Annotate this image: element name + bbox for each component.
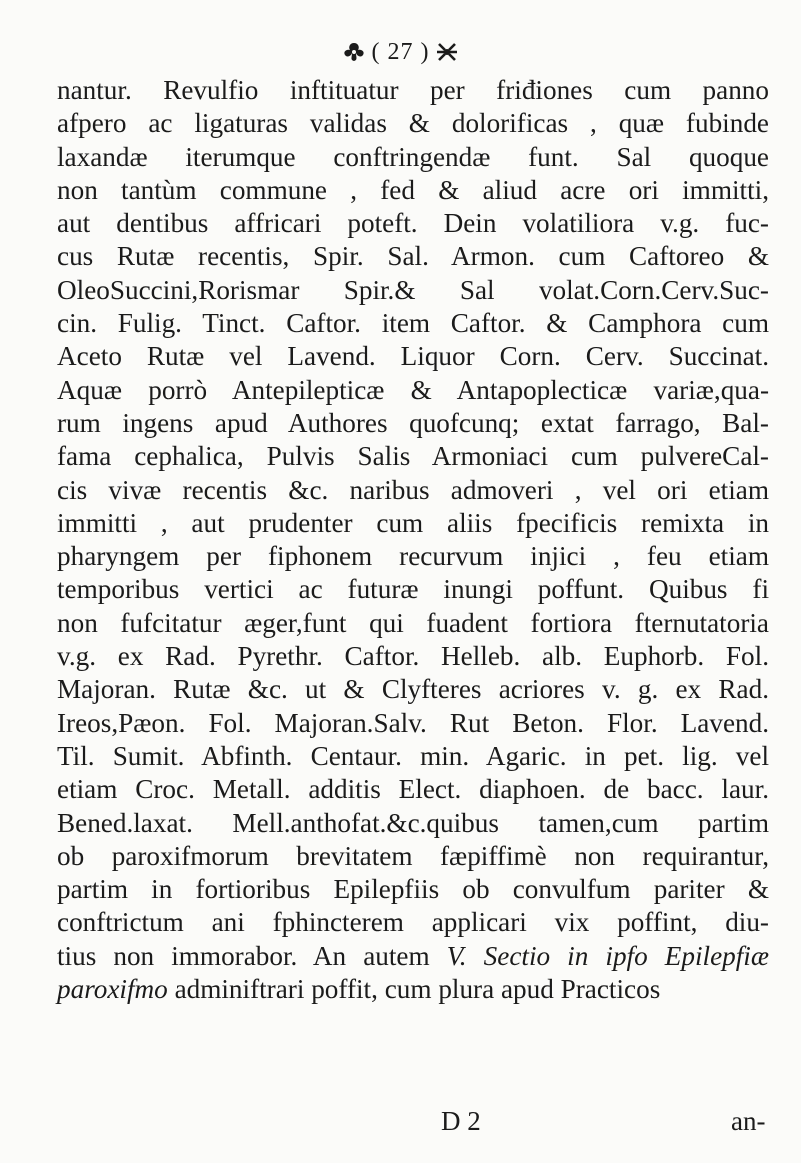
text-line: Aquæ porrò Antepilepticæ & Antapoplecticæ variæ,qua- — [57, 374, 769, 405]
text-line: Aceto Rutæ vel Lavend. Liquor Corn. Cerv. Succinat. — [57, 341, 769, 372]
text-line: conftrictum ani fphincterem applicari vix poffint, diu- — [57, 907, 769, 938]
text-line: non fufcitatur æger,funt qui fuadent fortiora fternutatoria — [57, 607, 769, 638]
text-line: pharyngem per fiphonem recurvum injici , feu etiam — [57, 541, 769, 572]
catchword: an- — [731, 1106, 766, 1136]
text-line: Bened.laxat. Mell.anthofat.&c.quibus tamen,cum partim — [57, 807, 769, 838]
page-number: ( 27 ) — [371, 39, 430, 65]
text-line — [57, 940, 769, 973]
text-line: OleoSuccini,Rorismar Spir.& Sal volat.Corn.Cerv.Suc- — [57, 274, 769, 305]
text-line: aut dentibus affricari poteft. Dein volatiliora v.g. fuc- — [57, 208, 769, 239]
text-line: cis vivæ recentis &c. naribus admoveri , vel ori etiam — [57, 474, 769, 505]
text-line: immitti , aut prudenter cum aliis fpecificis remixta in — [57, 507, 769, 538]
signature-mark: D 2 — [441, 1106, 481, 1136]
page-header — [0, 34, 801, 70]
text-line: ob paroxifmorum brevitatem fæpiffimè non requirantur, — [57, 840, 769, 871]
page-footer — [57, 1106, 769, 1163]
text-line — [57, 973, 769, 1006]
text-segment: tius non immorabor. An autem — [57, 940, 430, 971]
text-line: non tantùm commune , fed & aliud acre ori immitti, — [57, 174, 769, 205]
text-line: rum ingens apud Authores quofcunq; extat farrago, Bal- — [57, 407, 769, 438]
text-line: Majoran. Rutæ &c. ut & Clyfteres acriores v. g. ex Rad. — [57, 674, 769, 705]
text-line: Ireos,Pæon. Fol. Majoran.Salv. Rut Beton. Flor. Lavend. — [57, 707, 769, 738]
text-line: afpero ac ligaturas validas & dolorificas , quæ fubinde — [57, 108, 769, 139]
text-line: Til. Sumit. Abfinth. Centaur. min. Agaric. in pet. lig. vel — [57, 740, 769, 771]
italic-reference: V. Sectio in ipfo Epilepfiæ — [446, 940, 769, 971]
text-line: cus Rutæ recentis, Spir. Sal. Armon. cum Caftoreo & — [57, 241, 769, 272]
text-line: partim in fortioribus Epilepfiis ob convulfum pariter & — [57, 874, 769, 905]
fleuron-left-icon — [340, 40, 368, 64]
text-line: cin. Fulig. Tinct. Caftor. item Caftor. & Camphora cum — [57, 308, 769, 339]
text-segment: adminiftrari poffit, cum plura apud Practicos — [167, 974, 661, 1005]
body-text — [57, 74, 769, 1006]
text-line: nantur. Revulfio inftituatur per friđiones cum panno — [57, 75, 769, 105]
text-line: temporibus vertici ac futuræ inungi poffunt. Quibus fi — [57, 574, 769, 605]
italic-word: paroxifmo — [57, 974, 168, 1005]
text-line: laxandæ iterumque conftringendæ funt. Sal quoque — [57, 141, 769, 172]
text-line: v.g. ex Rad. Pyrethr. Caftor. Helleb. alb. Euphorb. Fol. — [57, 641, 769, 672]
fleuron-right-icon — [433, 40, 461, 64]
text-line: fama cephalica, Pulvis Salis Armoniaci cum pulvereCal- — [57, 441, 769, 472]
text-line: etiam Croc. Metall. additis Elect. diaphoen. de bacc. laur. — [57, 774, 769, 805]
